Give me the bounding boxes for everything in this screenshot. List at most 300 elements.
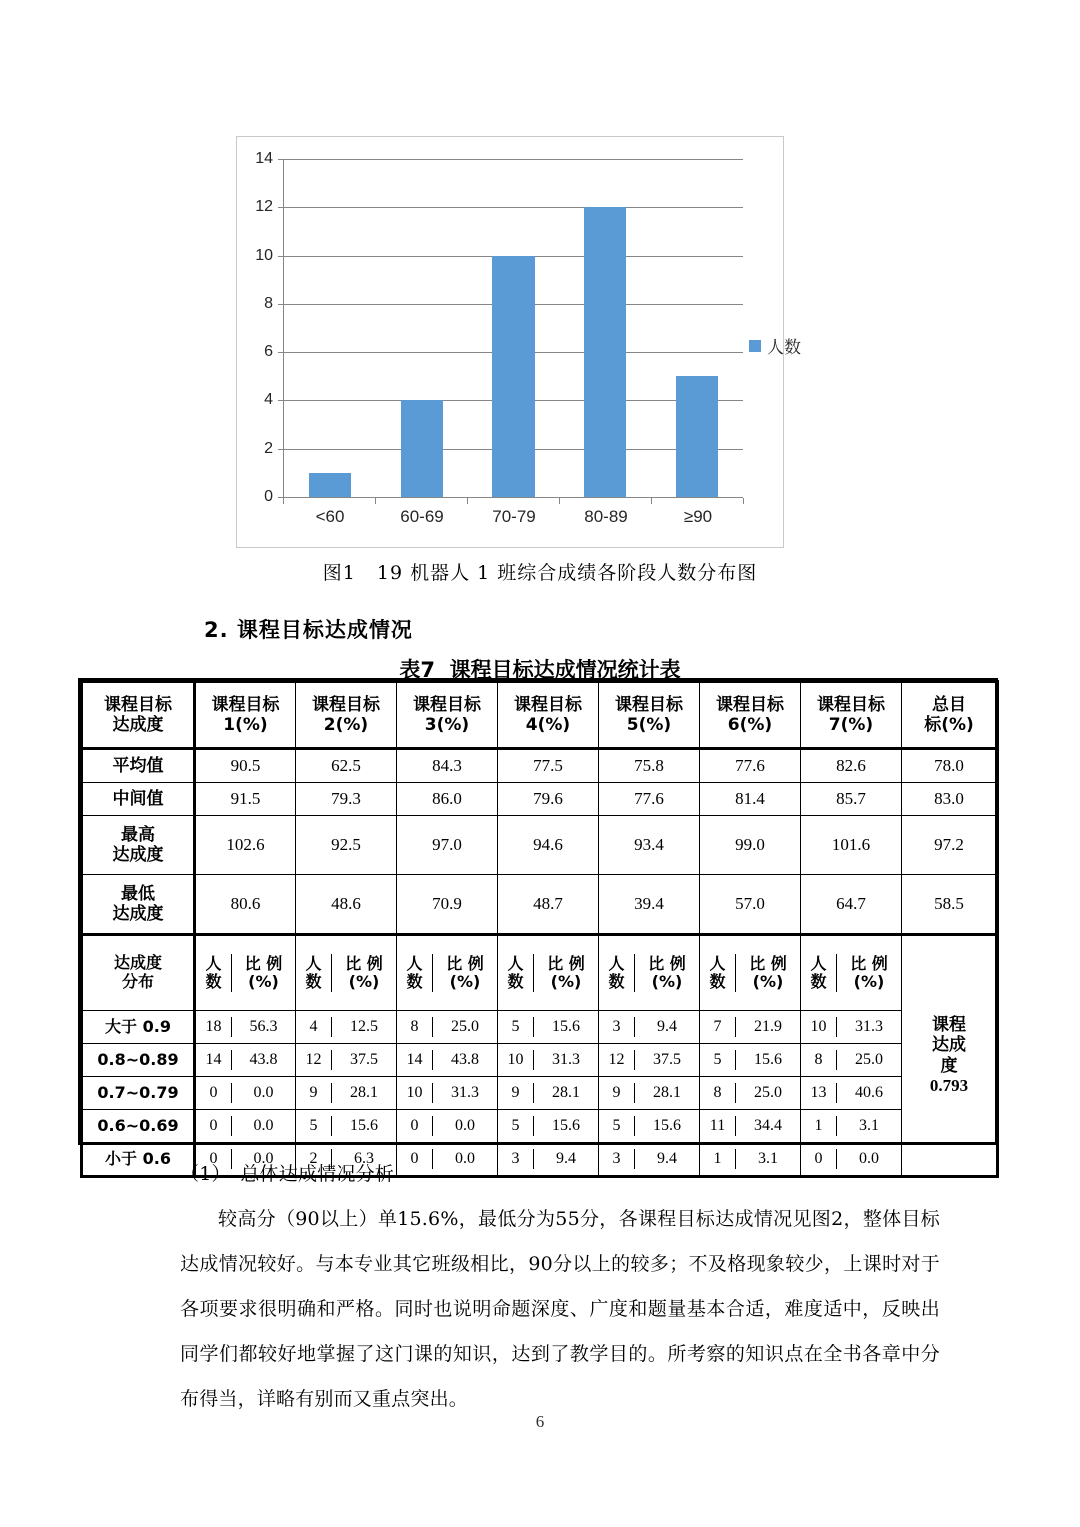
cell-count: 14 bbox=[397, 1050, 433, 1071]
distribution-cell-goal-1-row-0 bbox=[195, 1011, 296, 1044]
count-ratio-pair bbox=[397, 1017, 497, 1038]
distribution-cell-goal-3-row-0 bbox=[397, 1011, 498, 1044]
distribution-label-2: 0.7~0.79 bbox=[82, 1077, 195, 1110]
achievement-line: 度 bbox=[940, 1055, 958, 1076]
cell-count: 8 bbox=[801, 1050, 837, 1071]
cell-line: 课程目标 bbox=[413, 694, 481, 715]
bar-slot bbox=[651, 159, 743, 497]
cell-count: 12 bbox=[599, 1050, 635, 1071]
x-tick-label: 60-69 bbox=[400, 507, 444, 526]
distribution-header-goal-2 bbox=[296, 935, 397, 1011]
y-tick-mark bbox=[278, 304, 283, 305]
analysis-block bbox=[180, 1152, 940, 1422]
cell-goal-3-row-1: 86.0 bbox=[397, 783, 498, 816]
count-ratio-pair bbox=[397, 1050, 497, 1071]
distribution-row bbox=[82, 1044, 998, 1077]
distribution-cell-goal-6-row-0 bbox=[700, 1011, 801, 1044]
distribution-cell-goal-6-row-2 bbox=[700, 1077, 801, 1110]
distribution-cell-goal-2-row-3 bbox=[296, 1110, 397, 1143]
header-count: 人 数 bbox=[397, 954, 433, 993]
header-count: 人 数 bbox=[700, 954, 736, 993]
count-ratio-pair bbox=[700, 1116, 800, 1137]
cell-count: 0 bbox=[397, 1116, 433, 1137]
bar-80-89 bbox=[584, 207, 626, 497]
cell-goal-7-row-3: 64.7 bbox=[801, 875, 902, 935]
cell-total-row-0: 78.0 bbox=[902, 749, 998, 783]
distribution-cell-goal-4-row-2 bbox=[498, 1077, 599, 1110]
cell-line: 分布 bbox=[121, 972, 154, 991]
header-goal-5 bbox=[599, 682, 700, 749]
distribution-cell-goal-1-row-2 bbox=[195, 1077, 296, 1110]
distribution-header-row bbox=[82, 935, 998, 1011]
distribution-label-1: 0.8~0.89 bbox=[82, 1044, 195, 1077]
count-ratio-pair bbox=[801, 1017, 901, 1038]
cell-count: 5 bbox=[599, 1116, 635, 1137]
cell-line: 课程目标 bbox=[615, 694, 683, 715]
cell-goal-4-row-1: 79.6 bbox=[498, 783, 599, 816]
count-ratio-pair bbox=[296, 1083, 396, 1104]
header-goal-1 bbox=[195, 682, 296, 749]
cell-line: 课程目标 bbox=[104, 694, 172, 715]
cell-line: 总目 bbox=[932, 694, 966, 715]
x-tick-label: 80-89 bbox=[584, 507, 628, 526]
header-ratio: 比 例 (%) bbox=[749, 953, 787, 991]
cell-ratio: 40.6 bbox=[855, 1083, 883, 1101]
cell-goal-5-row-1: 77.6 bbox=[599, 783, 700, 816]
cell-goal-7-row-1: 85.7 bbox=[801, 783, 902, 816]
cell-goal-6-row-1: 81.4 bbox=[700, 783, 801, 816]
distribution-header-goal-6 bbox=[700, 935, 801, 1011]
table-row bbox=[82, 816, 998, 875]
count-ratio-pair-header bbox=[599, 954, 699, 993]
distribution-cell-goal-6-row-3 bbox=[700, 1110, 801, 1143]
cell-goal-6-row-3: 57.0 bbox=[700, 875, 801, 935]
cell-count: 10 bbox=[498, 1050, 534, 1071]
distribution-cell-goal-7-row-3 bbox=[801, 1110, 902, 1143]
distribution-cell-goal-6-row-1 bbox=[700, 1044, 801, 1077]
cell-goal-2-row-1: 79.3 bbox=[296, 783, 397, 816]
cell-goal-2-row-2: 92.5 bbox=[296, 816, 397, 875]
y-tick-mark bbox=[278, 400, 283, 401]
header-goal-2 bbox=[296, 682, 397, 749]
header-total-goal bbox=[902, 682, 998, 749]
legend-color-swatch bbox=[749, 340, 761, 352]
course-achievement-cell bbox=[902, 935, 998, 1177]
cell-count: 5 bbox=[498, 1116, 534, 1137]
cell-line: 达成度 bbox=[113, 953, 162, 973]
cell-count: 1 bbox=[801, 1116, 837, 1137]
count-ratio-pair-header bbox=[196, 954, 295, 993]
bar-slot bbox=[559, 159, 651, 497]
cell-goal-2-row-3: 48.6 bbox=[296, 875, 397, 935]
cell-ratio: 0.0 bbox=[253, 1083, 274, 1101]
y-tick-mark bbox=[278, 449, 283, 450]
table-row bbox=[82, 783, 998, 816]
cell-ratio: 15.6 bbox=[754, 1050, 782, 1068]
cell-goal-3-row-2: 97.0 bbox=[397, 816, 498, 875]
x-tick-mark bbox=[743, 498, 744, 504]
x-tick-label: ≥90 bbox=[683, 507, 713, 526]
count-ratio-pair-header bbox=[700, 954, 800, 993]
count-ratio-pair bbox=[498, 1017, 598, 1038]
cell-goal-1-row-3: 80.6 bbox=[195, 875, 296, 935]
header-row-label bbox=[82, 682, 195, 749]
header-count: 人 数 bbox=[801, 954, 837, 993]
analysis-subheading: （1） 总体达成情况分析 bbox=[180, 1163, 394, 1185]
distribution-row-label bbox=[82, 935, 195, 1011]
table-header-row bbox=[82, 682, 998, 749]
bar-slot bbox=[376, 159, 468, 497]
bar-slot bbox=[468, 159, 560, 497]
count-ratio-pair bbox=[196, 1116, 295, 1137]
table-row bbox=[82, 749, 998, 783]
cell-goal-4-row-3: 48.7 bbox=[498, 875, 599, 935]
cell-ratio: 31.3 bbox=[855, 1017, 883, 1035]
cell-line: 课程目标 bbox=[716, 694, 784, 715]
cell-line: 平均值 bbox=[112, 755, 164, 776]
cell-total-row-1: 83.0 bbox=[902, 783, 998, 816]
table-row bbox=[82, 875, 998, 935]
cell-ratio: 3.1 bbox=[758, 1149, 778, 1167]
x-tick-mark bbox=[375, 498, 376, 504]
course-goal-achievement-table bbox=[80, 680, 999, 1178]
x-axis-tick-labels bbox=[284, 507, 744, 535]
y-tick-mark bbox=[278, 352, 283, 353]
count-ratio-pair bbox=[196, 1083, 295, 1104]
count-ratio-pair bbox=[498, 1083, 598, 1104]
cell-line: 课程目标 bbox=[211, 694, 280, 715]
distribution-cell-goal-2-row-2 bbox=[296, 1077, 397, 1110]
cell-count: 5 bbox=[700, 1050, 736, 1071]
y-tick-label: 6 bbox=[264, 343, 273, 361]
cell-count: 13 bbox=[801, 1083, 837, 1104]
y-tick-label: 0 bbox=[264, 488, 273, 505]
y-tick-label: 8 bbox=[264, 294, 273, 312]
count-ratio-pair bbox=[196, 1050, 295, 1071]
header-count: 人 数 bbox=[196, 954, 232, 993]
cell-count: 8 bbox=[397, 1017, 433, 1038]
row-label-1 bbox=[82, 783, 195, 816]
count-ratio-pair bbox=[196, 1017, 295, 1038]
cell-count: 3 bbox=[599, 1149, 635, 1170]
section-heading: 2. 课程目标达成情况 bbox=[204, 618, 413, 642]
analysis-paragraph: 较高分（90以上）单15.6%，最低分为55分，各课程目标达成情况见图2，整体目标达成情况较好。与本专业其它班级相比，90分以上的较多；不及格现象较少，上课时对于各项要求很明确和严格。同时也说明命题深度、广度和题量基本合适，难度适中，反映出同学们都较好地掌握了这门课的知识，达到了教学目的。所考察的知识点在全书各章中分布得当，详略有别而又重点突出。 bbox=[180, 1208, 940, 1410]
cell-count: 2 bbox=[296, 1149, 332, 1170]
cell-line: 课程目标 bbox=[312, 694, 380, 715]
cell-count: 0 bbox=[196, 1116, 232, 1137]
cell-ratio: 31.3 bbox=[451, 1083, 479, 1101]
row-label-2 bbox=[82, 816, 195, 875]
count-ratio-pair bbox=[599, 1083, 699, 1104]
cell-ratio: 9.4 bbox=[657, 1149, 677, 1167]
cell-goal-6-row-2: 99.0 bbox=[700, 816, 801, 875]
cell-count: 9 bbox=[296, 1083, 332, 1104]
cell-count: 5 bbox=[296, 1116, 332, 1137]
distribution-cell-goal-3-row-3 bbox=[397, 1110, 498, 1143]
cell-count: 9 bbox=[599, 1083, 635, 1104]
distribution-cell-goal-7-row-2 bbox=[801, 1077, 902, 1110]
count-ratio-pair bbox=[498, 1050, 598, 1071]
y-tick-label: 12 bbox=[255, 198, 273, 216]
x-tick-mark bbox=[283, 498, 284, 504]
header-ratio: 比 例 (%) bbox=[850, 953, 888, 991]
bar-≥90 bbox=[676, 376, 718, 497]
count-ratio-pair bbox=[296, 1050, 396, 1071]
cell-count: 10 bbox=[801, 1017, 837, 1038]
page-number: 6 bbox=[535, 1412, 545, 1431]
cell-goal-1-row-0: 90.5 bbox=[195, 749, 296, 783]
distribution-cell-goal-5-row-2 bbox=[599, 1077, 700, 1110]
row-label-3 bbox=[82, 875, 195, 935]
count-ratio-pair bbox=[397, 1083, 497, 1104]
x-tick-label: 70-79 bbox=[492, 507, 536, 526]
cell-ratio: 9.4 bbox=[556, 1149, 576, 1167]
header-ratio: 比 例 (%) bbox=[345, 953, 383, 991]
bar-<60 bbox=[309, 473, 351, 497]
achievement-line: 达成 bbox=[932, 1035, 966, 1056]
count-ratio-pair bbox=[599, 1050, 699, 1071]
cell-ratio: 37.5 bbox=[350, 1050, 378, 1068]
cell-total-row-3: 58.5 bbox=[902, 875, 998, 935]
header-goal-3 bbox=[397, 682, 498, 749]
cell-goal-6-row-0: 77.6 bbox=[700, 749, 801, 783]
x-tick-label: <60 bbox=[315, 507, 345, 526]
count-ratio-pair bbox=[801, 1116, 901, 1137]
header-ratio: 比 例 (%) bbox=[244, 953, 283, 991]
distribution-cell-goal-7-row-1 bbox=[801, 1044, 902, 1077]
distribution-cell-goal-5-row-0 bbox=[599, 1011, 700, 1044]
cell-ratio: 28.1 bbox=[653, 1083, 681, 1101]
cell-goal-1-row-1: 91.5 bbox=[195, 783, 296, 816]
count-ratio-pair bbox=[498, 1116, 598, 1137]
header-ratio: 比 例 (%) bbox=[446, 953, 484, 991]
cell-count: 0 bbox=[801, 1149, 837, 1170]
cell-ratio: 28.1 bbox=[350, 1083, 378, 1101]
cell-ratio: 0.0 bbox=[859, 1149, 879, 1167]
cell-goal-5-row-2: 93.4 bbox=[599, 816, 700, 875]
cell-count: 7 bbox=[700, 1017, 736, 1038]
distribution-cell-goal-5-row-3 bbox=[599, 1110, 700, 1143]
cell-count: 1 bbox=[700, 1149, 736, 1170]
cell-line: 达成度 bbox=[112, 904, 164, 924]
distribution-cell-goal-5-row-1 bbox=[599, 1044, 700, 1077]
cell-ratio: 25.0 bbox=[855, 1050, 883, 1068]
cell-line: 达成度 bbox=[112, 715, 164, 735]
cell-line: 课程目标 bbox=[514, 694, 582, 715]
x-tick-mark bbox=[559, 498, 560, 504]
distribution-cell-goal-3-row-1 bbox=[397, 1044, 498, 1077]
chart-bars bbox=[284, 159, 743, 497]
distribution-cell-goal-1-row-3 bbox=[195, 1110, 296, 1143]
count-ratio-pair bbox=[296, 1116, 396, 1137]
cell-goal-7-row-2: 101.6 bbox=[801, 816, 902, 875]
distribution-label-4: 小于 0.6 bbox=[82, 1143, 195, 1177]
cell-count: 18 bbox=[196, 1017, 232, 1038]
distribution-header-goal-4 bbox=[498, 935, 599, 1011]
cell-line: 课程目标 bbox=[817, 694, 885, 715]
legend-label: 人数 bbox=[767, 338, 801, 358]
achievement-value: 0.793 bbox=[929, 1075, 969, 1095]
cell-goal-2-row-0: 62.5 bbox=[296, 749, 397, 783]
cell-ratio: 25.0 bbox=[451, 1017, 479, 1035]
cell-ratio: 28.1 bbox=[552, 1083, 580, 1101]
bar-slot bbox=[284, 159, 376, 497]
cell-line: 中间值 bbox=[112, 788, 164, 809]
distribution-cell-goal-1-row-1 bbox=[195, 1044, 296, 1077]
cell-count: 9 bbox=[498, 1083, 534, 1104]
distribution-header-goal-5 bbox=[599, 935, 700, 1011]
header-count: 人 数 bbox=[498, 954, 534, 993]
cell-ratio: 43.8 bbox=[451, 1050, 479, 1068]
cell-count: 8 bbox=[700, 1083, 736, 1104]
cell-line: 达成度 bbox=[112, 845, 164, 865]
cell-goal-5-row-0: 75.8 bbox=[599, 749, 700, 783]
cell-ratio: 56.3 bbox=[249, 1017, 278, 1035]
cell-ratio: 15.6 bbox=[653, 1116, 681, 1134]
cell-ratio: 25.0 bbox=[754, 1083, 782, 1101]
distribution-cell-goal-4-row-3 bbox=[498, 1110, 599, 1143]
cell-line: 标(%) bbox=[924, 715, 974, 735]
cell-ratio: 15.6 bbox=[552, 1116, 580, 1134]
count-ratio-pair bbox=[599, 1116, 699, 1137]
distribution-row bbox=[82, 1077, 998, 1110]
y-tick-label: 4 bbox=[264, 391, 273, 409]
cell-count: 3 bbox=[498, 1149, 534, 1170]
cell-ratio: 9.4 bbox=[657, 1017, 677, 1035]
cell-goal-4-row-2: 94.6 bbox=[498, 816, 599, 875]
cell-count: 14 bbox=[196, 1050, 232, 1071]
y-tick-label: 10 bbox=[255, 246, 273, 264]
count-ratio-pair-header bbox=[498, 954, 598, 993]
cell-line: 最高 bbox=[121, 824, 155, 845]
cell-line: 4(%) bbox=[525, 715, 571, 735]
count-ratio-pair bbox=[296, 1017, 396, 1038]
cell-ratio: 0.0 bbox=[455, 1116, 475, 1134]
count-ratio-pair bbox=[700, 1017, 800, 1038]
table-title: 表7 课程目标达成情况统计表 bbox=[399, 658, 681, 682]
row-label-0 bbox=[82, 749, 195, 783]
y-axis-tick-labels bbox=[237, 150, 277, 505]
cell-goal-7-row-0: 82.6 bbox=[801, 749, 902, 783]
cell-ratio: 31.3 bbox=[552, 1050, 580, 1068]
score-distribution-chart bbox=[236, 136, 801, 548]
cell-line: 3(%) bbox=[424, 715, 470, 735]
count-ratio-pair-header bbox=[397, 954, 497, 993]
distribution-header-goal-7 bbox=[801, 935, 902, 1011]
x-tick-mark bbox=[651, 498, 652, 504]
header-count: 人 数 bbox=[599, 954, 635, 993]
cell-line: 7(%) bbox=[828, 715, 874, 735]
cell-ratio: 37.5 bbox=[653, 1050, 681, 1068]
bar-70-79 bbox=[492, 256, 534, 497]
cell-ratio: 15.6 bbox=[350, 1116, 378, 1134]
figure-caption: 图1 19 机器人 1 班综合成绩各阶段人数分布图 bbox=[322, 562, 758, 584]
cell-line: 5(%) bbox=[626, 715, 672, 735]
distribution-cell-goal-2-row-0 bbox=[296, 1011, 397, 1044]
cell-total-row-2: 97.2 bbox=[902, 816, 998, 875]
cell-goal-3-row-0: 84.3 bbox=[397, 749, 498, 783]
y-tick-mark bbox=[278, 256, 283, 257]
header-goal-6 bbox=[700, 682, 801, 749]
count-ratio-pair bbox=[801, 1083, 901, 1104]
count-ratio-pair bbox=[599, 1017, 699, 1038]
cell-ratio: 21.9 bbox=[754, 1017, 782, 1035]
distribution-cell-goal-3-row-2 bbox=[397, 1077, 498, 1110]
cell-goal-4-row-0: 77.5 bbox=[498, 749, 599, 783]
cell-count: 10 bbox=[397, 1083, 433, 1104]
cell-ratio: 0.0 bbox=[253, 1149, 274, 1167]
count-ratio-pair-header bbox=[801, 954, 901, 993]
distribution-row bbox=[82, 1011, 998, 1044]
cell-ratio: 0.0 bbox=[253, 1116, 274, 1134]
y-tick-mark bbox=[278, 159, 283, 160]
bar-60-69 bbox=[401, 400, 443, 497]
distribution-label-0: 大于 0.9 bbox=[82, 1011, 195, 1044]
cell-goal-5-row-3: 39.4 bbox=[599, 875, 700, 935]
cell-ratio: 15.6 bbox=[552, 1017, 580, 1035]
cell-count: 12 bbox=[296, 1050, 332, 1071]
distribution-row bbox=[82, 1110, 998, 1143]
distribution-cell-goal-4-row-0 bbox=[498, 1011, 599, 1044]
cell-ratio: 6.3 bbox=[354, 1149, 374, 1167]
distribution-cell-goal-2-row-1 bbox=[296, 1044, 397, 1077]
cell-goal-3-row-3: 70.9 bbox=[397, 875, 498, 935]
cell-count: 0 bbox=[196, 1083, 232, 1104]
cell-count: 5 bbox=[498, 1017, 534, 1038]
chart-legend bbox=[749, 333, 801, 358]
header-count: 人 数 bbox=[296, 954, 332, 993]
distribution-cell-goal-4-row-1 bbox=[498, 1044, 599, 1077]
x-axis-line bbox=[283, 497, 743, 498]
x-tick-mark bbox=[467, 498, 468, 504]
distribution-header-goal-1 bbox=[195, 935, 296, 1011]
count-ratio-pair-header bbox=[296, 954, 396, 993]
header-goal-7 bbox=[801, 682, 902, 749]
chart-plot-area bbox=[283, 159, 743, 497]
cell-line: 1(%) bbox=[223, 715, 268, 735]
cell-ratio: 3.1 bbox=[859, 1116, 879, 1134]
distribution-cell-goal-7-row-0 bbox=[801, 1011, 902, 1044]
count-ratio-pair bbox=[397, 1116, 497, 1137]
cell-count: 3 bbox=[599, 1017, 635, 1038]
cell-ratio: 0.0 bbox=[455, 1149, 475, 1167]
cell-line: 2(%) bbox=[323, 715, 369, 735]
y-tick-label: 2 bbox=[264, 439, 273, 457]
cell-count: 4 bbox=[296, 1017, 332, 1038]
cell-goal-1-row-2: 102.6 bbox=[195, 816, 296, 875]
cell-count: 0 bbox=[196, 1149, 232, 1170]
cell-ratio: 12.5 bbox=[350, 1017, 378, 1035]
achievement-line: 课程 bbox=[932, 1015, 966, 1036]
distribution-header-goal-3 bbox=[397, 935, 498, 1011]
count-ratio-pair bbox=[801, 1050, 901, 1071]
cell-count: 11 bbox=[700, 1116, 736, 1137]
cell-line: 6(%) bbox=[727, 715, 773, 735]
cell-line: 最低 bbox=[121, 883, 155, 904]
header-ratio: 比 例 (%) bbox=[547, 953, 585, 991]
cell-count: 0 bbox=[397, 1149, 433, 1170]
distribution-label-3: 0.6~0.69 bbox=[82, 1110, 195, 1143]
header-ratio: 比 例 (%) bbox=[648, 953, 686, 991]
header-goal-4 bbox=[498, 682, 599, 749]
cell-ratio: 43.8 bbox=[249, 1050, 278, 1068]
y-tick-label: 14 bbox=[255, 150, 273, 167]
y-tick-mark bbox=[278, 207, 283, 208]
cell-ratio: 34.4 bbox=[754, 1116, 782, 1134]
chart-plot-wrapper bbox=[237, 137, 801, 547]
count-ratio-pair bbox=[700, 1050, 800, 1071]
count-ratio-pair bbox=[700, 1083, 800, 1104]
